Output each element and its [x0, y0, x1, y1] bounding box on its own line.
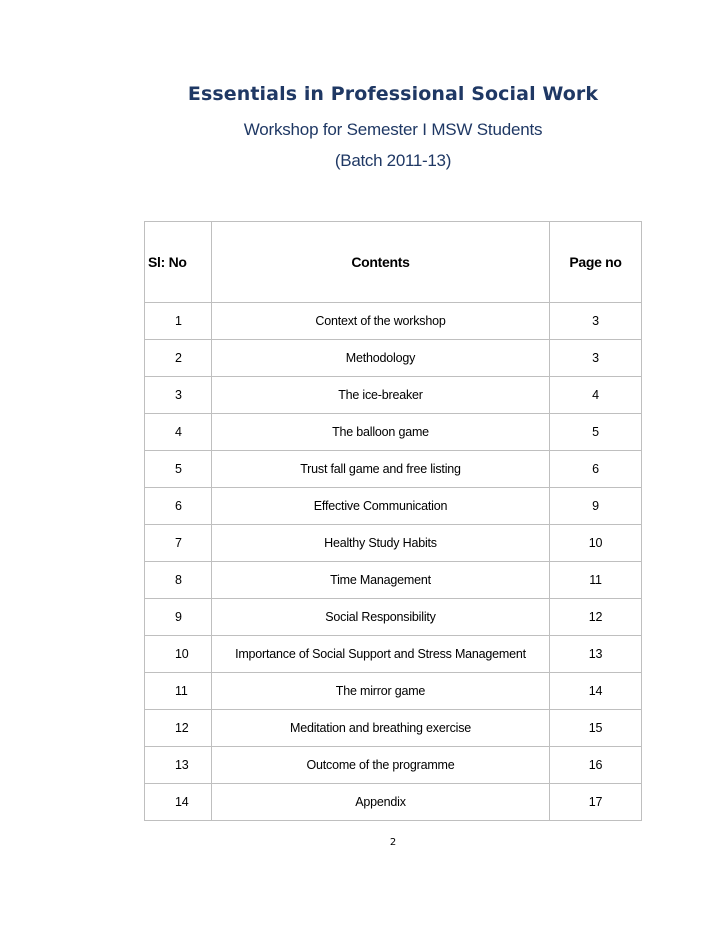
document-title: Essentials in Professional Social Work [187, 83, 599, 105]
row-content-link[interactable]: Importance of Social Support and Stress Management [212, 636, 550, 673]
row-sl-no: 2 [145, 340, 212, 377]
table-row [145, 340, 642, 377]
row-sl-no: 4 [145, 414, 212, 451]
row-page-number: 16 [550, 747, 642, 784]
table-of-contents [144, 221, 642, 821]
table-row [145, 562, 642, 599]
row-page-number: 9 [550, 488, 642, 525]
row-sl-no: 13 [145, 747, 212, 784]
row-sl-no: 8 [145, 562, 212, 599]
row-sl-no: 12 [145, 710, 212, 747]
row-content-link[interactable]: Meditation and breathing exercise [212, 710, 550, 747]
row-page-number: 12 [550, 599, 642, 636]
column-header-page-no: Page no [550, 222, 642, 303]
row-page-number: 17 [550, 784, 642, 821]
row-page-number: 10 [550, 525, 642, 562]
row-sl-no: 10 [145, 636, 212, 673]
table-row [145, 414, 642, 451]
row-page-number: 4 [550, 377, 642, 414]
page-number: 2 [389, 837, 397, 848]
table-row [145, 451, 642, 488]
row-page-number: 11 [550, 562, 642, 599]
row-content-link[interactable]: Appendix [212, 784, 550, 821]
row-content-link[interactable]: Methodology [212, 340, 550, 377]
column-header-contents: Contents [212, 222, 550, 303]
column-header-sl-no: Sl: No [145, 222, 212, 303]
row-sl-no: 7 [145, 525, 212, 562]
table-header-row [145, 222, 642, 303]
row-page-number: 15 [550, 710, 642, 747]
table-row [145, 525, 642, 562]
row-sl-no: 9 [145, 599, 212, 636]
row-sl-no: 14 [145, 784, 212, 821]
table-row [145, 710, 642, 747]
table-row [145, 488, 642, 525]
row-content-link[interactable]: The ice-breaker [212, 377, 550, 414]
row-page-number: 6 [550, 451, 642, 488]
table-row [145, 636, 642, 673]
row-content-link[interactable]: The mirror game [212, 673, 550, 710]
batch-label: (Batch 2011-13) [334, 151, 452, 170]
table-row [145, 377, 642, 414]
document-subtitle: Workshop for Semester I MSW Students [243, 120, 543, 139]
row-page-number: 3 [550, 303, 642, 340]
row-sl-no: 6 [145, 488, 212, 525]
table-row [145, 599, 642, 636]
row-sl-no: 1 [145, 303, 212, 340]
table-body [145, 303, 642, 821]
table-row [145, 303, 642, 340]
table-row [145, 747, 642, 784]
row-page-number: 3 [550, 340, 642, 377]
row-content-link[interactable]: Healthy Study Habits [212, 525, 550, 562]
row-content-link[interactable]: Outcome of the programme [212, 747, 550, 784]
row-page-number: 14 [550, 673, 642, 710]
row-page-number: 13 [550, 636, 642, 673]
row-content-link[interactable]: Trust fall game and free listing [212, 451, 550, 488]
row-content-link[interactable]: Social Responsibility [212, 599, 550, 636]
row-sl-no: 3 [145, 377, 212, 414]
row-page-number: 5 [550, 414, 642, 451]
table-row [145, 784, 642, 821]
row-sl-no: 5 [145, 451, 212, 488]
row-content-link[interactable]: Effective Communication [212, 488, 550, 525]
table-row [145, 673, 642, 710]
row-sl-no: 11 [145, 673, 212, 710]
row-content-link[interactable]: Time Management [212, 562, 550, 599]
row-content-link[interactable]: Context of the workshop [212, 303, 550, 340]
row-content-link[interactable]: The balloon game [212, 414, 550, 451]
